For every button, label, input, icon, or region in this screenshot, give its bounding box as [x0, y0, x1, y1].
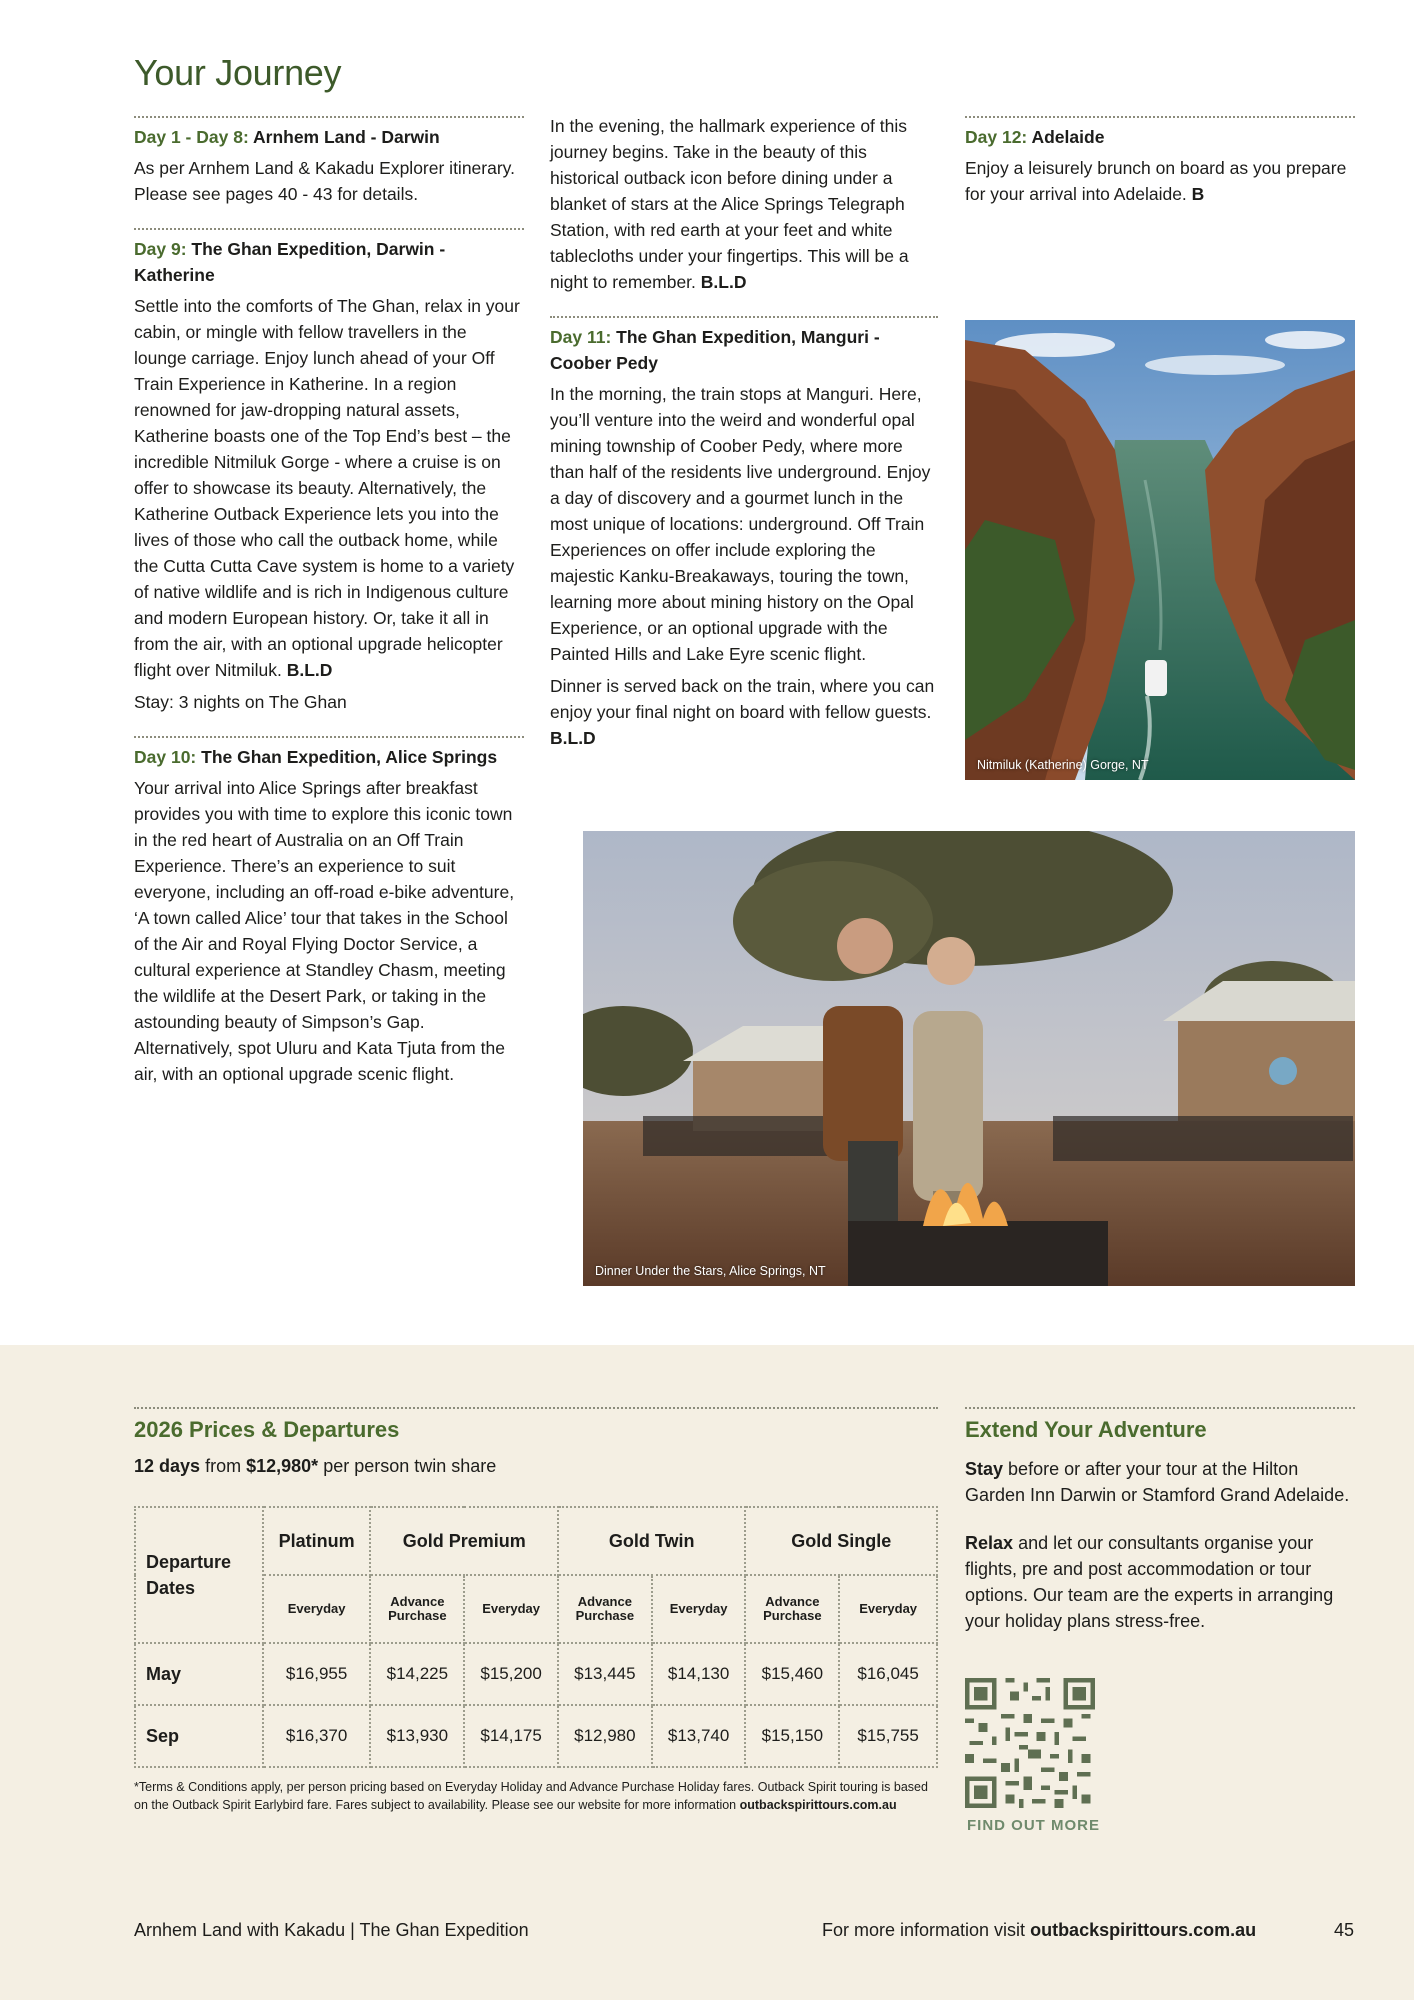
tier-header: Gold Twin [558, 1507, 746, 1575]
day-10 [134, 736, 524, 1087]
day-title: Arnhem Land - Darwin [253, 127, 440, 147]
day-text: In the evening, the hallmark experience of this journey begins. Take in the beauty of this historical outback icon before dining under a blanket of stars at the Alice Springs Telegraph Station, with red earth at your feet and white tablecloths under your fingertips. This will be a night to remember. [550, 116, 909, 292]
page-number: 45 [1334, 1920, 1355, 1940]
prices-table [134, 1506, 938, 1768]
stay-text: Stay: 3 nights on The Ghan [134, 692, 347, 712]
day-title: Adelaide [1031, 127, 1105, 147]
day-12 [965, 116, 1355, 207]
meals-code: B.L.D [550, 728, 596, 748]
price-cell: $15,200 [464, 1643, 558, 1705]
price-cell: $16,370 [263, 1705, 371, 1767]
table-header-row [135, 1507, 937, 1575]
tier-header: Gold Single [745, 1507, 937, 1575]
day-text: Enjoy a leisurely brunch on board as you prepare for your arrival into Adelaide. [965, 158, 1347, 204]
page-title: Your Journey [134, 52, 342, 93]
day-label: Day 11: [550, 327, 612, 347]
qr-code-icon[interactable] [965, 1678, 1095, 1808]
footer-tour-name: Arnhem Land with Kakadu | The Ghan Expedition [134, 1920, 529, 1940]
tier-header: Gold Premium [370, 1507, 558, 1575]
price-cell: $15,755 [839, 1705, 937, 1767]
terms-link[interactable]: outbackspirittours.com.au [739, 1798, 897, 1812]
day-text: As per Arnhem Land & Kakadu Explorer itinerary. Please see pages 40 - 43 for details. [134, 158, 515, 204]
footer-info [822, 1920, 1256, 1941]
meals-code: B.L.D [286, 660, 333, 680]
terms-body: *Terms & Conditions apply, per person pricing based on Everyday Holiday and Advance Purchase Holiday fares. Outback Spirit touring is based on the Outback Spirit Earlybird fare. Fares subject to availability. Please see our website for more information [134, 1780, 928, 1812]
day-label: Day 1 - Day 8: [134, 127, 249, 147]
day-text: Your arrival into Alice Springs after breakfast provides you with time to explore this iconic town in the red heart of Australia on an Off Train Experience. There’s an experience to suit everyone, including an off-road e-bike adventure, ‘A town called Alice’ tour that takes in the School of the Air and Royal Flying Doctor Service, a cultural experience at Standley Chasm, meeting the wildlife at the Desert Park, or taking in the astounding beauty of Simpson’s Gap. Alternatively, spot Uluru and Kata Tjuta from the air, with an optional upgrade scenic flight. [134, 778, 515, 1084]
day-title: The Ghan Expedition, Alice Springs [201, 747, 498, 767]
price-cell: $12,980 [558, 1705, 652, 1767]
day-label: Day 12: [965, 127, 1028, 147]
itinerary-column-2 [550, 113, 938, 772]
lead-from: from [205, 1456, 242, 1476]
day-title: The Ghan Expedition, Manguri - Coober Pedy [550, 327, 880, 373]
day-text: Dinner is served back on the train, where you can enjoy your final night on board with fellow guests. [550, 676, 935, 722]
fare-type-header: Advance Purchase [745, 1575, 839, 1643]
photo-caption: Dinner Under the Stars, Alice Springs, NT [595, 1264, 826, 1278]
price-cell: $16,955 [263, 1643, 371, 1705]
day-9 [134, 228, 524, 715]
table-row [135, 1643, 937, 1705]
month-cell: Sep [135, 1705, 263, 1767]
lead-price: $12,980* [246, 1456, 319, 1476]
extend-title: Extend Your Adventure [965, 1407, 1355, 1443]
day-title: The Ghan Expedition, Darwin - Katherine [134, 239, 446, 285]
photo-caption: Nitmiluk (Katherine) Gorge, NT [977, 758, 1149, 772]
find-out-more-link[interactable]: FIND OUT MORE [967, 1817, 1100, 1834]
dinner-illustration [583, 831, 1355, 1286]
day-10-evening [550, 113, 938, 295]
dinner-photo [583, 831, 1355, 1286]
month-cell: May [135, 1643, 263, 1705]
price-cell: $14,175 [464, 1705, 558, 1767]
relax-text: and let our consultants organise your flights, pre and post accommodation or tour options. Our team are the experts in arranging your holiday plans stress-free. [965, 1533, 1334, 1631]
price-cell: $14,225 [370, 1643, 464, 1705]
fare-type-header: Advance Purchase [558, 1575, 652, 1643]
footer-info-text: For more information visit [822, 1920, 1026, 1940]
price-cell: $13,740 [652, 1705, 746, 1767]
footer-website-link[interactable]: outbackspirittours.com.au [1030, 1920, 1257, 1940]
price-cell: $15,460 [745, 1643, 839, 1705]
meals-code: B.L.D [700, 272, 747, 292]
fare-type-header: Everyday [652, 1575, 746, 1643]
stay-bold: Stay [965, 1459, 1004, 1479]
stay-text: before or after your tour at the Hilton Garden Inn Darwin or Stamford Grand Adelaide. [965, 1459, 1350, 1505]
lead-days: 12 days [134, 1456, 201, 1476]
extend-stay [965, 1456, 1360, 1508]
extend-relax [965, 1530, 1360, 1634]
day-text: Settle into the comforts of The Ghan, relax in your cabin, or mingle with fellow travellers in the lounge carriage. Enjoy lunch ahead of your Off Train Experience in Katherine. In a region renowned for jaw-dropping natural assets, Katherine boasts one of the Top End’s best – the incredible Nitmiluk Gorge - where a cruise is on offer to showcase its beauty. Alternatively, the Katherine Outback Experience lets you into the lives of those who call the outback home, while the Cutta Cutta Cave system is home to a variety of native wildlife and is rich in Indigenous culture and modern European history. Or, take it all in from the air, with an optional upgrade helicopter flight over Nitmiluk. [134, 296, 520, 680]
price-cell: $13,930 [370, 1705, 464, 1767]
table-row [135, 1705, 937, 1767]
itinerary-column-3 [965, 116, 1355, 228]
terms-text [134, 1778, 934, 1814]
gorge-photo [965, 320, 1355, 780]
lead-rest: per person twin share [323, 1456, 497, 1476]
gorge-illustration [965, 320, 1355, 780]
relax-bold: Relax [965, 1533, 1014, 1553]
day-11 [550, 316, 938, 751]
meals-code: B [1191, 184, 1205, 204]
fare-type-header: Advance Purchase [370, 1575, 464, 1643]
price-cell: $13,445 [558, 1643, 652, 1705]
fare-type-header: Everyday [839, 1575, 937, 1643]
prices-title: 2026 Prices & Departures [134, 1407, 938, 1443]
day-label: Day 10: [134, 747, 197, 767]
tier-header: Platinum [263, 1507, 371, 1575]
price-lead [134, 1456, 496, 1477]
fare-type-header: Everyday [464, 1575, 558, 1643]
price-cell: $14,130 [652, 1643, 746, 1705]
fare-type-header: Everyday [263, 1575, 371, 1643]
price-cell: $16,045 [839, 1643, 937, 1705]
day-label: Day 9: [134, 239, 187, 259]
day-1-8 [134, 116, 524, 207]
itinerary-column-1 [134, 116, 524, 1108]
departure-dates-header: Departure Dates [135, 1507, 263, 1643]
day-text: In the morning, the train stops at Manguri. Here, you’ll venture into the weird and wonderful opal mining township of Coober Pedy, where more than half of the residents live underground. Enjoy a day of discovery and a gourmet lunch in the most unique of locations: underground. Off Train Experiences on offer include exploring the majestic Kanku-Breakaways, touring the town, learning more about mining history on the Opal Experience, or an optional upgrade with the Painted Hills and Lake Eyre scenic flight. [550, 384, 931, 664]
price-cell: $15,150 [745, 1705, 839, 1767]
